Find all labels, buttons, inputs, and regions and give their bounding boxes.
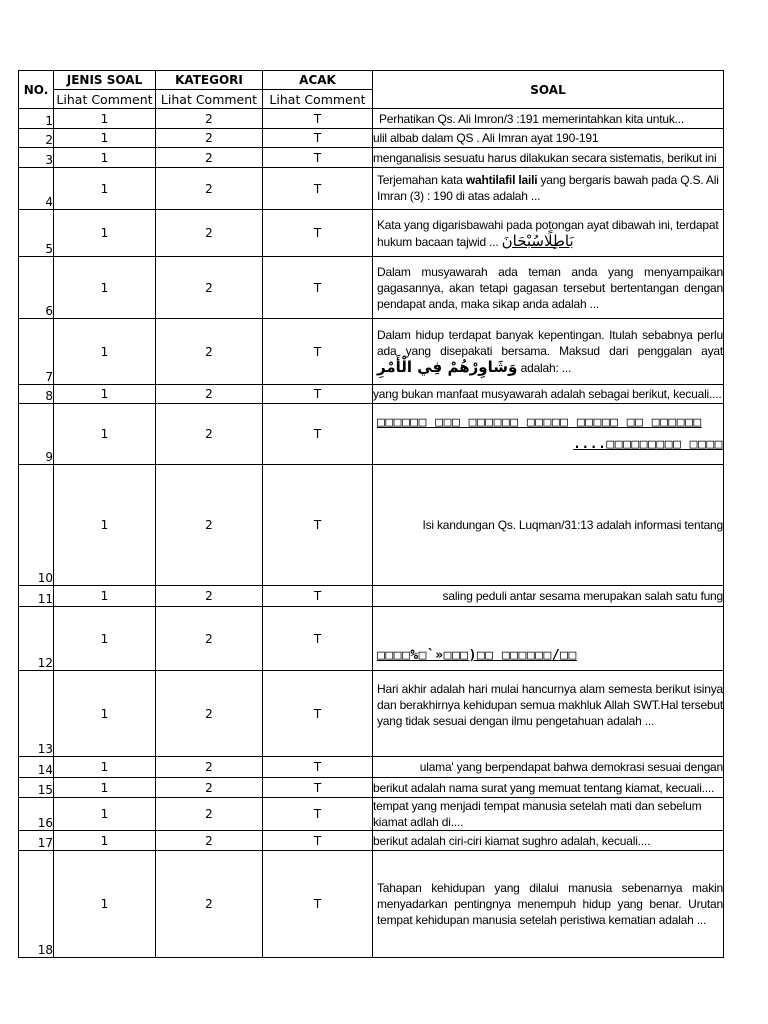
row-acak[interactable]: T [263, 851, 373, 958]
row-jenis[interactable]: 1 [54, 831, 156, 851]
row-soal[interactable]: Dalam musyawarah ada teman anda yang menyampaikan gagasannya, akan tetapi gagasan tersebut bertentangan dengan pendapat anda, maka sikap anda adalah ... [373, 257, 724, 319]
row-jenis[interactable]: 1 [54, 129, 156, 148]
row-kategori[interactable]: 2 [156, 607, 263, 671]
header-no[interactable]: NO. [19, 71, 54, 109]
row-jenis[interactable]: 1 [54, 404, 156, 465]
row-acak[interactable]: T [263, 798, 373, 831]
row-soal[interactable]: yang bukan manfaat musyawarah adalah sebagai berikut, kecuali.... [373, 385, 724, 404]
row-jenis[interactable]: 1 [54, 757, 156, 778]
table-row [19, 851, 724, 958]
row-kategori[interactable]: 2 [156, 757, 263, 778]
row-no[interactable]: 5 [19, 210, 54, 257]
comment-kategori[interactable]: Lihat Comment [156, 90, 263, 109]
table-row [19, 168, 724, 210]
row-kategori[interactable]: 2 [156, 851, 263, 958]
row-no[interactable]: 15 [19, 778, 54, 798]
row-jenis[interactable]: 1 [54, 465, 156, 586]
row-no[interactable]: 1 [19, 109, 54, 129]
row-no[interactable]: 12 [19, 607, 54, 671]
row-soal[interactable]: ulil albab dalam QS . Ali Imran ayat 190-191 [373, 129, 724, 148]
row-acak[interactable]: T [263, 757, 373, 778]
row-soal[interactable]: berikut adalah nama surat yang memuat tentang kiamat, kecuali.... [373, 778, 724, 798]
row-kategori[interactable]: 2 [156, 831, 263, 851]
row-soal[interactable]: tempat yang menjadi tempat manusia setelah mati dan sebelum kiamat adlah di.... [373, 798, 724, 831]
row-no[interactable]: 13 [19, 671, 54, 757]
row-kategori[interactable]: 2 [156, 148, 263, 168]
soal-garbled-line: □□□□□□ □□□ □□□□□□ □□□□□ □□□□□ □□ □□□□□□ [377, 415, 702, 430]
table-row [19, 210, 724, 257]
row-soal[interactable] [373, 607, 724, 671]
row-kategori[interactable]: 2 [156, 586, 263, 607]
row-acak[interactable]: T [263, 129, 373, 148]
row-soal[interactable]: Perhatikan Qs. Ali Imron/3 :191 memerintahkan kita untuk... [373, 109, 724, 129]
row-jenis[interactable]: 1 [54, 385, 156, 404]
row-no[interactable]: 4 [19, 168, 54, 210]
row-kategori[interactable]: 2 [156, 168, 263, 210]
row-jenis[interactable]: 1 [54, 109, 156, 129]
row-no[interactable]: 10 [19, 465, 54, 586]
soal-text: Dalam hidup terdapat banyak kepentingan. Itulah sebabnya perlu ada yang disepakati bersama. Maksud dari penggalan ayat [377, 328, 723, 358]
row-kategori[interactable]: 2 [156, 319, 263, 385]
row-kategori[interactable]: 2 [156, 404, 263, 465]
row-jenis[interactable]: 1 [54, 778, 156, 798]
row-no[interactable]: 8 [19, 385, 54, 404]
header-soal[interactable]: SOAL [373, 71, 724, 109]
row-soal[interactable] [373, 319, 724, 385]
row-soal[interactable]: ulama' yang berpendapat bahwa demokrasi sesuai dengan [373, 757, 724, 778]
row-jenis[interactable]: 1 [54, 586, 156, 607]
row-no[interactable]: 3 [19, 148, 54, 168]
soal-garbled-line: □□□□%□`»□□□)□□ □□□□□□/□□ [377, 648, 577, 663]
row-no[interactable]: 6 [19, 257, 54, 319]
row-kategori[interactable]: 2 [156, 798, 263, 831]
row-kategori[interactable]: 2 [156, 465, 263, 586]
row-soal[interactable]: Hari akhir adalah hari mulai hancurnya alam semesta berikut isinya dan berakhirnya kehidupan semua makhluk Allah SWT.Hal tersebut yang tidak sesuai dengan ilmu pengetahuan adalah ... [373, 671, 724, 757]
table-row [19, 404, 724, 465]
row-soal[interactable] [373, 210, 724, 257]
comment-jenis-soal[interactable]: Lihat Comment [54, 90, 156, 109]
table-row [19, 757, 724, 778]
row-acak[interactable]: T [263, 671, 373, 757]
row-soal[interactable]: Tahapan kehidupan yang dilalui manusia sebenarnya makin menyadarkan pentingnya menempuh hidup yang benar. Urutan tempat kehidupan manusia setelah peristiwa kematian adalah ... [373, 851, 724, 958]
row-jenis[interactable]: 1 [54, 319, 156, 385]
row-acak[interactable]: T [263, 168, 373, 210]
comment-acak[interactable]: Lihat Comment [263, 90, 373, 109]
row-acak[interactable]: T [263, 385, 373, 404]
row-acak[interactable]: T [263, 404, 373, 465]
soal-text: adalah: ... [517, 361, 572, 375]
row-kategori[interactable]: 2 [156, 257, 263, 319]
row-acak[interactable]: T [263, 586, 373, 607]
table-row [19, 778, 724, 798]
row-soal[interactable]: berikut adalah ciri-ciri kiamat sughro adalah, kecuali.... [373, 831, 724, 851]
row-no[interactable]: 18 [19, 851, 54, 958]
row-soal[interactable] [373, 404, 724, 465]
row-soal[interactable]: Isi kandungan Qs. Luqman/31:13 adalah informasi tentang [373, 465, 724, 586]
soal-bold-term: wahtilafil laili [465, 173, 538, 187]
table-row [19, 798, 724, 831]
row-no[interactable]: 11 [19, 586, 54, 607]
soal-text: yang bergaris bawah pada Q.S. Ali Imran (3) : 190 di atas adalah ... [377, 173, 719, 203]
row-jenis[interactable]: 1 [54, 607, 156, 671]
header-acak[interactable]: ACAK [263, 71, 373, 90]
table-row [19, 671, 724, 757]
soal-arabic: وَشَاوِرْهُمْ فِي الْأَمْرِ [377, 358, 518, 376]
soal-text: Kata yang digarisbawahi pada potongan ayat dibawah ini, terdapat hukum bacaan tajwid ... [377, 217, 719, 249]
table-row [19, 385, 724, 404]
row-acak[interactable]: T [263, 257, 373, 319]
question-table [18, 70, 724, 958]
header-jenis-soal[interactable]: JENIS SOAL [54, 71, 156, 90]
table-row [19, 148, 724, 168]
row-no[interactable]: 7 [19, 319, 54, 385]
table-row [19, 109, 724, 129]
row-kategori[interactable]: 2 [156, 671, 263, 757]
row-jenis[interactable]: 1 [54, 798, 156, 831]
table-row [19, 465, 724, 586]
row-soal[interactable]: menganalisis sesuatu harus dilakukan secara sistematis, berikut ini [373, 148, 724, 168]
row-jenis[interactable]: 1 [54, 148, 156, 168]
row-kategori[interactable]: 2 [156, 210, 263, 257]
table-row [19, 257, 724, 319]
soal-arabic: بَاطِلًاسُبْحَانَ [501, 231, 574, 250]
row-acak[interactable]: T [263, 831, 373, 851]
row-no[interactable]: 17 [19, 831, 54, 851]
table-row [19, 129, 724, 148]
row-acak[interactable]: T [263, 465, 373, 586]
row-kategori[interactable]: 2 [156, 129, 263, 148]
soal-text: Terjemahan kata [377, 173, 466, 187]
row-no[interactable]: 14 [19, 757, 54, 778]
row-jenis[interactable]: 1 [54, 257, 156, 319]
row-soal[interactable] [373, 168, 724, 210]
row-acak[interactable]: T [263, 319, 373, 385]
row-jenis[interactable]: 1 [54, 671, 156, 757]
row-kategori[interactable]: 2 [156, 778, 263, 798]
table-row [19, 831, 724, 851]
table-row [19, 607, 724, 671]
row-acak[interactable]: T [263, 607, 373, 671]
row-no[interactable]: 2 [19, 129, 54, 148]
row-acak[interactable]: T [263, 210, 373, 257]
header-kategori[interactable]: KATEGORI [156, 71, 263, 90]
soal-garbled-line: ....□□□□□□□□□ □□□□ [573, 437, 723, 452]
row-soal[interactable]: saling peduli antar sesama merupakan salah satu fung [373, 586, 724, 607]
row-kategori[interactable]: 2 [156, 385, 263, 404]
row-acak[interactable]: T [263, 109, 373, 129]
row-kategori[interactable]: 2 [156, 109, 263, 129]
row-jenis[interactable]: 1 [54, 168, 156, 210]
table-row [19, 586, 724, 607]
table-row [19, 319, 724, 385]
row-no[interactable]: 16 [19, 798, 54, 831]
row-acak[interactable]: T [263, 148, 373, 168]
row-jenis[interactable]: 1 [54, 851, 156, 958]
row-no[interactable]: 9 [19, 404, 54, 465]
row-acak[interactable]: T [263, 778, 373, 798]
row-jenis[interactable]: 1 [54, 210, 156, 257]
